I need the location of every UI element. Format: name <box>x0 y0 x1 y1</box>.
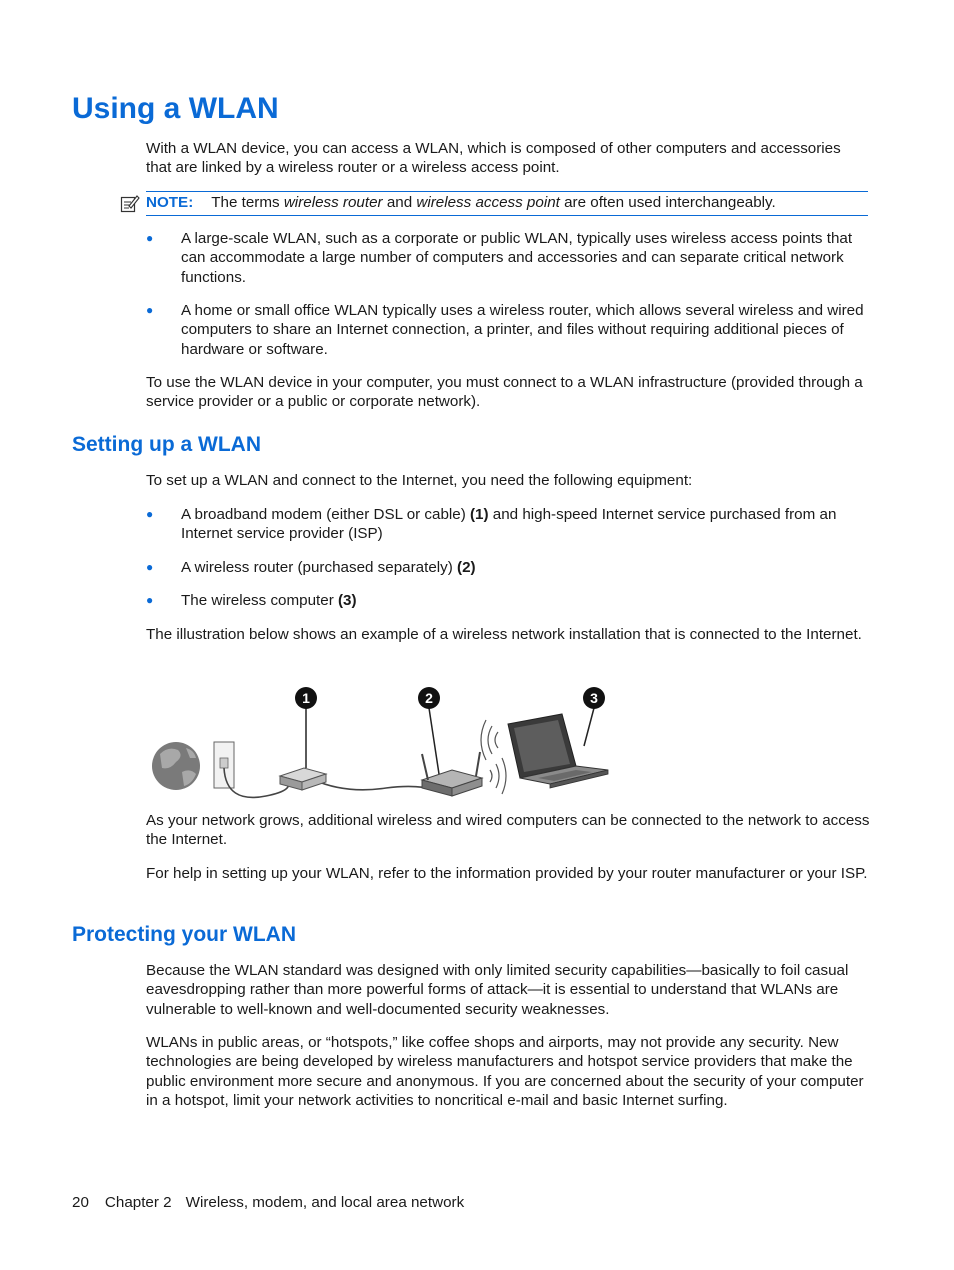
note-pencil-icon <box>120 194 140 219</box>
note-term-access-point: wireless access point <box>416 194 560 211</box>
list-item-text: The wireless computer (3) <box>181 592 357 609</box>
page-footer <box>72 1193 464 1212</box>
network-illustration <box>146 684 616 804</box>
list-item-text: A large-scale WLAN, such as a corporate or public WLAN, typically uses wireless access points that can accommodate a large number of computers and accessories and can separate critical network functions. <box>181 230 853 286</box>
svg-text:1: 1 <box>302 690 310 706</box>
protect-paragraph-1: Because the WLAN standard was designed with only limited security capabilities—basically to foil casual eavesdropping rather than more powerful forms of attack—it is essential to understand that WLANs are vulnerable to well-known and well-documented security weaknesses. <box>146 962 849 1018</box>
svg-text:3: 3 <box>590 690 598 706</box>
modem-icon <box>280 768 326 790</box>
note-label: NOTE: <box>146 194 194 211</box>
callout-3 <box>583 687 605 709</box>
setup-heading: Setting up a WLAN <box>72 433 261 456</box>
svg-text:2: 2 <box>425 690 433 706</box>
cable-modem-to-router <box>314 780 436 790</box>
note-bottom-rule <box>146 215 868 216</box>
router-icon <box>422 752 482 796</box>
callout-2 <box>418 687 440 709</box>
bullet-icon: ● <box>146 303 154 317</box>
footer-chapter-title: Wireless, modem, and local area network <box>185 1194 465 1211</box>
list-item-text: A broadband modem (either DSL or cable) (1) and high-speed Internet service purchased from an Internet service provider (ISP) <box>181 506 837 543</box>
list-item <box>146 558 870 577</box>
globe-icon <box>152 742 200 790</box>
callout-line-2 <box>429 708 439 774</box>
laptop-wireless-waves-icon <box>481 720 498 760</box>
bullet-icon: ● <box>146 231 154 245</box>
network-grows-paragraph: As your network grows, additional wireless and wired computers can be connected to the network to access the Internet. <box>146 812 870 849</box>
list-item-text: A wireless router (purchased separately) (2) <box>181 559 476 576</box>
setup-intro: To set up a WLAN and connect to the Internet, you need the following equipment: <box>146 472 693 489</box>
page-number: 20 <box>72 1194 89 1211</box>
infrastructure-paragraph: To use the WLAN device in your computer, you must connect to a WLAN infrastructure (provided through a service provider or a public or corporate network). <box>146 374 863 411</box>
list-item <box>146 591 870 610</box>
protect-paragraph-2: WLANs in public areas, or “hotspots,” like coffee shops and airports, may not provide any security. New technologies are being developed by wireless manufacturers and hotspot service providers that make the public environment more secure and anonymous. If you are concerned about the security of your computer in a hotspot, limit your network activities to noncritical e-mail and basic Internet surfing. <box>146 1034 864 1110</box>
callout-line-3 <box>584 708 594 746</box>
bullet-icon: ● <box>146 560 154 574</box>
note-text-part: are often used interchangeably. <box>559 194 776 211</box>
note-term-wireless-router: wireless router <box>283 194 383 211</box>
intro-paragraph: With a WLAN device, you can access a WLAN, which is composed of other computers and accessories that are linked by a wireless router or a wireless access point. <box>146 140 841 177</box>
note-text-part: and <box>382 194 417 211</box>
note-text <box>146 193 776 212</box>
note-text-part: The terms <box>211 194 284 211</box>
footer-chapter: Chapter 2 <box>104 1194 172 1211</box>
list-item <box>146 505 870 544</box>
protect-heading: Protecting your WLAN <box>72 923 296 946</box>
help-paragraph: For help in setting up your WLAN, refer to the information provided by your router manufacturer or your ISP. <box>146 865 868 882</box>
router-wireless-waves-icon <box>490 758 506 794</box>
page-title: Using a WLAN <box>72 92 279 125</box>
bullet-icon: ● <box>146 593 154 607</box>
callout-1 <box>295 687 317 709</box>
list-item <box>146 229 870 287</box>
list-item-text: A home or small office WLAN typically uses a wireless router, which allows several wireless and wired computers to share an Internet connection, a printer, and files without requiring additional pieces of hardware or software. <box>181 302 864 358</box>
wall-jack-icon <box>214 742 234 788</box>
bullet-icon: ● <box>146 507 154 521</box>
illustration-intro: The illustration below shows an example of a wireless network installation that is connected to the Internet. <box>146 626 862 643</box>
laptop-icon <box>508 714 608 788</box>
note-top-rule <box>146 191 868 192</box>
list-item <box>146 301 870 359</box>
